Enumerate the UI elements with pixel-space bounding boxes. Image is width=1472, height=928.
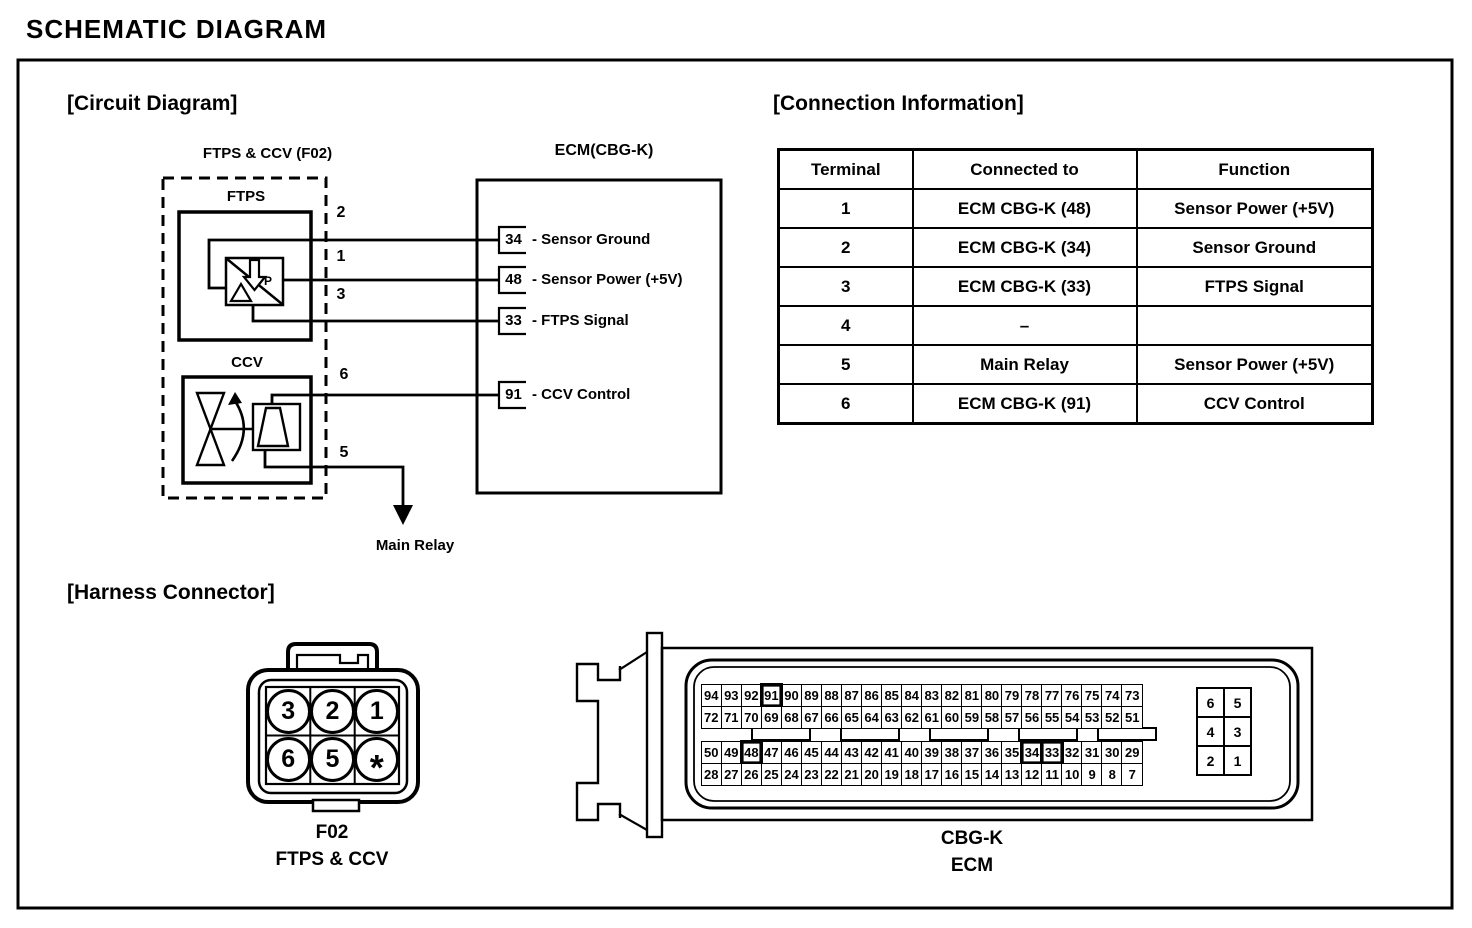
cbgk-pin-85: 85 [881,684,903,707]
f02-caption: FTPS & CCV [275,849,389,870]
cbgk-pin-23: 23 [801,763,823,786]
cbgk-pin-64: 64 [861,706,883,729]
cbgk-pin-34: 34 [1021,741,1043,764]
col-header-terminal: Terminal [779,150,913,190]
table-cell: Sensor Power (+5V) [1137,189,1373,228]
table-cell: FTPS Signal [1137,267,1373,306]
cbgk-pin-43: 43 [841,741,863,764]
cbgk-pin-50: 50 [701,741,723,764]
cbgk-pin-77: 77 [1041,684,1063,707]
table-cell: ECM CBG-K (91) [913,384,1137,424]
cbgk-pin-47: 47 [761,741,783,764]
cbgk-pin-54: 54 [1061,706,1083,729]
ecm-terminal-34 [502,230,650,250]
cbgk-pin-29: 29 [1121,741,1143,764]
f02-dashed-boundary [163,178,326,498]
col-header-function: Function [1137,150,1373,190]
table-cell: ECM CBG-K (48) [913,189,1137,228]
table-row [779,267,1373,306]
cbgk-pin-14: 14 [981,763,1003,786]
cbgk-pin-69: 69 [761,706,783,729]
cbgk-pin-52: 52 [1101,706,1123,729]
cbgk-pin-61: 61 [921,706,943,729]
f02-pin-unused: * [354,737,399,782]
cbgk-pin-81: 81 [961,684,983,707]
ecm-terminal-pin: 33 [505,312,522,329]
cbgk-pin-71: 71 [721,706,743,729]
wire-label-1: 1 [336,248,346,265]
cbgk-pin-11: 11 [1041,763,1063,786]
cbgk-pin-59: 59 [961,706,983,729]
keying-tab [1019,728,1077,740]
f02-component-title: FTPS & CCV (F02) [202,145,333,162]
cbgk-pin-25: 25 [761,763,783,786]
keying-tab [1098,728,1156,740]
table-cell: Sensor Ground [1137,228,1373,267]
table-cell: CCV Control [1137,384,1373,424]
side-grid-row [1196,716,1252,747]
cbgk-pin-94: 94 [701,684,723,707]
table-cell: Sensor Power (+5V) [1137,345,1373,384]
wire-label-3: 3 [336,286,346,303]
table-cell: – [913,306,1137,345]
cbgk-pin-67: 67 [801,706,823,729]
cbgk-pin-84: 84 [901,684,923,707]
table-cell: ECM CBG-K (34) [913,228,1137,267]
cbgk-pin-31: 31 [1081,741,1103,764]
side-pin-4: 4 [1196,716,1225,747]
cbgk-pin-58: 58 [981,706,1003,729]
cbgk-pin-65: 65 [841,706,863,729]
cbgk-pin-36: 36 [981,741,1003,764]
ecm-terminal-desc: - Sensor Power (+5V) [532,271,683,288]
side-grid-row [1196,745,1252,776]
cbgk-pin-45: 45 [801,741,823,764]
cbgk-pin-38: 38 [941,741,963,764]
cbgk-pin-17: 17 [921,763,943,786]
cbgk-pin-82: 82 [941,684,963,707]
side-pin-3: 3 [1223,716,1252,747]
cbgk-pin-68: 68 [781,706,803,729]
ecm-terminal-desc: - Sensor Ground [532,231,651,248]
ftps-label: FTPS [226,188,266,205]
ecm-terminal-48 [502,270,682,290]
cbgk-pin-78: 78 [1021,684,1043,707]
f02-pin-3: 3 [266,689,311,734]
table-cell: 2 [779,228,913,267]
cbgk-pin-89: 89 [801,684,823,707]
cbgk-pin-30: 30 [1101,741,1123,764]
section-title-connection: [Connection Information] [773,92,1024,115]
table-row [779,384,1373,424]
ecm-terminal-33 [502,311,629,331]
wire-label-5: 5 [339,444,349,461]
ecm-terminal-pin: 34 [505,231,522,248]
page-title: SCHEMATIC DIAGRAM [26,14,328,44]
wire-label-2: 2 [336,204,346,221]
cbgk-pin-row-4 [702,763,1143,786]
pressure-symbol-label: P [263,274,272,288]
f02-pin-6: 6 [266,737,311,782]
cbgk-pin-8: 8 [1101,763,1123,786]
side-pin-6: 6 [1196,687,1225,718]
cbgk-pin-12: 12 [1021,763,1043,786]
cbgk-pin-63: 63 [881,706,903,729]
table-cell: ECM CBG-K (33) [913,267,1137,306]
cbgk-pin-32: 32 [1061,741,1083,764]
cbgk-pin-13: 13 [1001,763,1023,786]
table-cell: 1 [779,189,913,228]
cbgk-pin-55: 55 [1041,706,1063,729]
cbgk-name: CBG-K [940,828,1004,849]
cbgk-lever-bar [647,633,662,837]
cbgk-side-grid [1196,687,1252,776]
cbgk-caption: ECM [950,855,994,876]
cbgk-pin-7: 7 [1121,763,1143,786]
table-header-row [779,150,1373,190]
table-row [779,228,1373,267]
keying-tab [930,728,988,740]
cbgk-pin-48: 48 [741,741,763,764]
cbgk-pin-70: 70 [741,706,763,729]
table-cell: 3 [779,267,913,306]
cbgk-pin-42: 42 [861,741,883,764]
cbgk-pin-83: 83 [921,684,943,707]
wire-label-6: 6 [339,366,349,383]
cbgk-pin-26: 26 [741,763,763,786]
side-pin-5: 5 [1223,687,1252,718]
cbgk-pin-21: 21 [841,763,863,786]
cbgk-pin-91: 91 [761,684,783,707]
table-row [779,306,1373,345]
table-cell [1137,306,1373,345]
cbgk-pin-40: 40 [901,741,923,764]
cbgk-pin-90: 90 [781,684,803,707]
table-cell: 5 [779,345,913,384]
main-relay-label: Main Relay [375,537,455,554]
cbgk-pin-57: 57 [1001,706,1023,729]
cbgk-pin-37: 37 [961,741,983,764]
cbgk-pin-62: 62 [901,706,923,729]
f02-name: F02 [315,822,349,843]
col-header-connected-to: Connected to [913,150,1137,190]
solenoid-coil-icon [258,408,288,446]
cbgk-pin-10: 10 [1061,763,1083,786]
cbgk-pin-16: 16 [941,763,963,786]
table-row [779,345,1373,384]
table-cell: 6 [779,384,913,424]
ecm-terminal-pin: 48 [505,271,522,288]
cbgk-pin-27: 27 [721,763,743,786]
cbgk-pin-79: 79 [1001,684,1023,707]
keying-tab [752,728,810,740]
cbgk-mount-bracket [577,664,620,820]
cbgk-pin-44: 44 [821,741,843,764]
cbgk-pin-15: 15 [961,763,983,786]
f02-pin-1: 1 [354,689,399,734]
cbgk-pin-53: 53 [1081,706,1103,729]
ccv-label: CCV [231,354,263,371]
table-row [779,189,1373,228]
cbgk-pin-73: 73 [1121,684,1143,707]
cbgk-pin-9: 9 [1081,763,1103,786]
f02-pin-2: 2 [310,689,355,734]
cbgk-pin-28: 28 [701,763,723,786]
cbgk-pin-20: 20 [861,763,883,786]
cbgk-pin-75: 75 [1081,684,1103,707]
cbgk-pin-92: 92 [741,684,763,707]
cbgk-pin-66: 66 [821,706,843,729]
cbgk-pin-80: 80 [981,684,1003,707]
cbgk-pin-49: 49 [721,741,743,764]
cbgk-pin-33: 33 [1041,741,1063,764]
cbgk-pin-86: 86 [861,684,883,707]
cbgk-pin-88: 88 [821,684,843,707]
cbgk-pin-76: 76 [1061,684,1083,707]
f02-pin-5: 5 [310,737,355,782]
side-grid-row [1196,687,1252,718]
cbgk-pin-93: 93 [721,684,743,707]
cbgk-pin-60: 60 [941,706,963,729]
section-title-circuit: [Circuit Diagram] [67,92,238,115]
cbgk-pin-24: 24 [781,763,803,786]
cbgk-pin-56: 56 [1021,706,1043,729]
cbgk-pin-22: 22 [821,763,843,786]
cbgk-pin-51: 51 [1121,706,1143,729]
keying-tab [841,728,899,740]
side-pin-1: 1 [1223,745,1252,776]
ecm-terminal-pin: 91 [505,386,522,403]
cbgk-pin-87: 87 [841,684,863,707]
section-title-harness: [Harness Connector] [67,581,275,604]
cbgk-pin-19: 19 [881,763,903,786]
table-cell: Main Relay [913,345,1137,384]
ecm-terminal-desc: - FTPS Signal [532,312,629,329]
main-relay-arrowhead [393,505,413,525]
wire-6 [272,395,498,404]
ecm-terminal-91 [502,385,630,405]
cbgk-pin-39: 39 [921,741,943,764]
cbgk-pin-35: 35 [1001,741,1023,764]
ecm-terminal-desc: - CCV Control [532,386,631,403]
side-pin-2: 2 [1196,745,1225,776]
wire-3 [253,305,498,321]
connection-info-table [777,148,1374,425]
cbgk-pin-18: 18 [901,763,923,786]
cbgk-pin-46: 46 [781,741,803,764]
cbgk-pin-row-2 [702,706,1143,729]
cbgk-pin-41: 41 [881,741,903,764]
cbgk-pin-row-3 [702,741,1143,764]
ecm-title: ECM(CBG-K) [554,142,654,159]
valve-rotation-arrow-icon [232,401,244,461]
cbgk-pin-row-1 [702,684,1143,707]
membrane-triangle-icon [231,284,251,301]
cbgk-pin-74: 74 [1101,684,1123,707]
cbgk-pin-72: 72 [701,706,723,729]
f02-bottom-tab [313,800,359,811]
table-cell: 4 [779,306,913,345]
